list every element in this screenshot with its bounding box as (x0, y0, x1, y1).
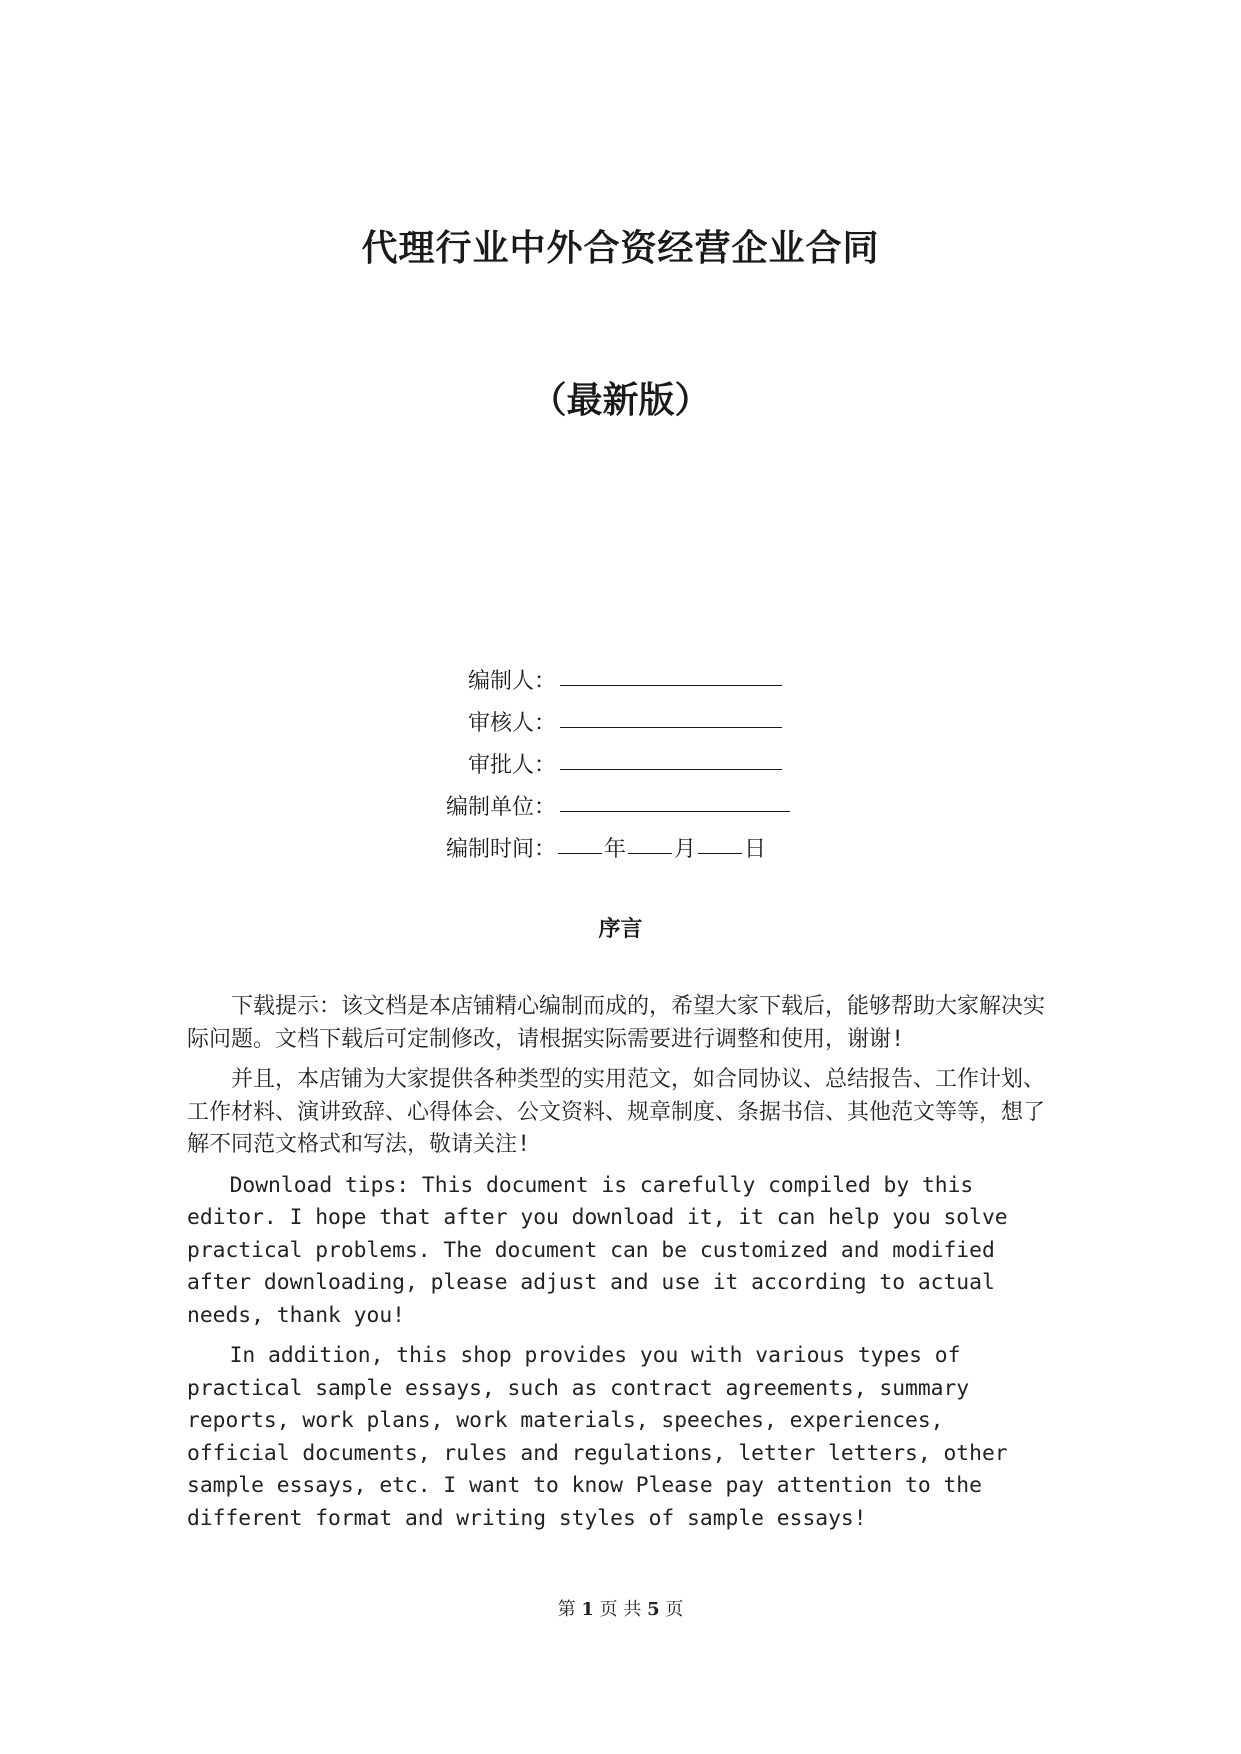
year-blank (558, 825, 602, 854)
day-label: 日 (744, 837, 767, 862)
reviewer-blank (560, 699, 782, 728)
month-blank (628, 825, 672, 854)
current-page-number: 1 (581, 1599, 594, 1620)
time-label: 编制时间： (445, 837, 556, 862)
preface-paragraph-en-2: In addition, this shop provides you with various types of practical sample essays, such as contract agreements, summary reports, work plans, work materials, speeches, experiences, official documents, rules and regulations, letter letters, other sample essays, etc. I want to know Please pay attention to the different format and writing styles of sample essays! (187, 1343, 1008, 1531)
preface-body (187, 991, 1057, 1543)
approver-blank (560, 741, 782, 770)
page-footer (0, 1595, 1241, 1621)
editor-blank (560, 657, 782, 686)
unit-blank (560, 783, 790, 812)
preface-heading: 序言 (598, 917, 643, 942)
unit-label: 编制单位： (445, 795, 556, 820)
preface-paragraph-cn-1: 下载提示：该文档是本店铺精心编制而成的，希望大家下载后，能够帮助大家解决实际问题。文档下载后可定制修改，请根据实际需要进行调整和使用，谢谢! (187, 994, 1046, 1052)
document-title: 代理行业中外合资经营企业合同 (361, 227, 880, 269)
month-label: 月 (674, 837, 697, 862)
unit-row (440, 783, 860, 825)
year-label: 年 (604, 837, 627, 862)
day-blank (698, 825, 742, 854)
preface-paragraph-cn-2: 并且，本店铺为大家提供各种类型的实用范文，如合同协议、总结报告、工作计划、工作材料、演讲致辞、心得体会、公文资料、规章制度、条据书信、其他范文等等，想了解不同范文格式和写法，敬请关注! (187, 1067, 1046, 1157)
reviewer-label: 审核人： (467, 711, 556, 736)
footer-middle: 页 共 (599, 1599, 642, 1620)
time-row (440, 825, 860, 867)
signature-form (440, 657, 860, 867)
editor-label: 编制人： (467, 669, 556, 694)
document-subtitle: （最新版） (530, 379, 711, 421)
approver-label: 审批人： (467, 753, 556, 778)
footer-prefix: 第 (557, 1599, 576, 1620)
preface-paragraph-en-1: Download tips: This document is carefully compiled by this editor. I hope that after you download it, it can help you solve practical problems. The document can be customized and modified after downloading, please adjust and use it according to actual needs, thank you! (187, 1172, 1008, 1328)
total-page-number: 5 (647, 1599, 660, 1620)
footer-suffix: 页 (665, 1599, 684, 1620)
reviewer-row (440, 699, 860, 741)
editor-row (440, 657, 860, 699)
approver-row (440, 741, 860, 783)
